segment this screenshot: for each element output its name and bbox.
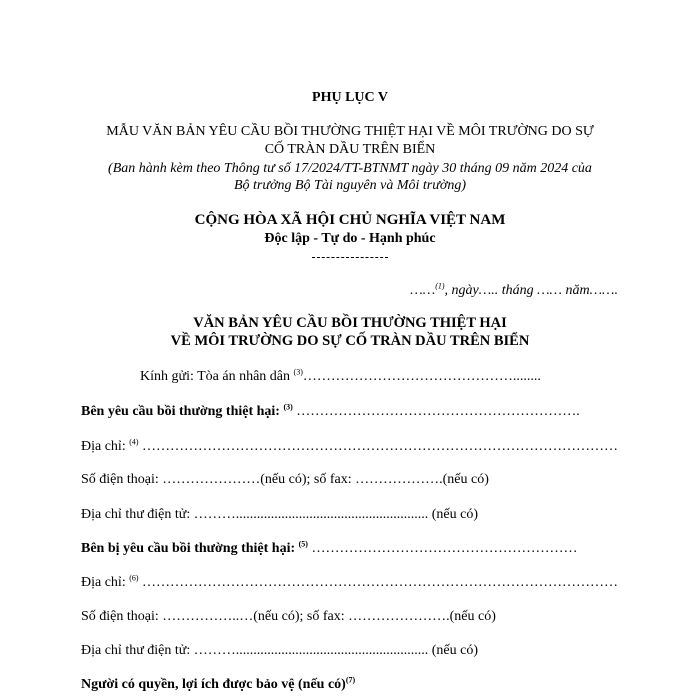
claimant-address-label: Địa chỉ: [81, 439, 130, 454]
date-line [410, 283, 618, 299]
date-rest: , ngày….. tháng …… năm……. [444, 283, 618, 298]
nation-heading: CỘNG HÒA XÃ HỘI CHỦ NGHĨA VIỆT NAM [194, 212, 506, 228]
respondent-fill: ………………………………………………… [307, 541, 578, 556]
claimant-phone-line: Số điện thoại: …………………(nếu có); số fax: ……………….(nếu có) [81, 472, 489, 487]
date-place: …… [410, 283, 436, 298]
claimant-email-line: Địa chỉ thư điện tử: ………....................................................... (nếu có) [81, 507, 479, 522]
respondent-address-fill: ………………………………………………………………………………………… [138, 575, 619, 590]
form-title-line2: CỐ TRÀN DẦU TRÊN BIỂN [264, 142, 436, 157]
respondent-address-note: (6) [129, 573, 139, 583]
issued-note-line1: (Ban hành kèm theo Thông tư số 17/2024/TT-BTNMT ngày 30 tháng 09 năm 2024 của [108, 161, 592, 176]
motto: Độc lập - Tự do - Hạnh phúc [264, 231, 436, 246]
date-note: (1) [435, 281, 445, 291]
claimant-note: (3) [283, 402, 293, 412]
interested-party-line [81, 677, 355, 693]
interested-party-note: (7) [345, 675, 356, 685]
claimant-address-note: (4) [129, 437, 139, 447]
recipient-fill: ………………………………………........ [302, 369, 541, 384]
claimant-fill: ……………………………………………………. [292, 404, 580, 419]
claimant-line [81, 404, 580, 420]
respondent-note: (5) [298, 539, 308, 549]
claimant-address-fill: ………………………………………………………………………………………… [138, 439, 619, 454]
recipient-line [140, 369, 541, 385]
interested-party-label: Người có quyền, lợi ích được bảo vệ (nếu có) [81, 677, 346, 692]
respondent-address-line [81, 575, 618, 591]
respondent-address-label: Địa chỉ: [81, 575, 130, 590]
respondent-label: Bên bị yêu cầu bồi thường thiệt hại: [81, 541, 296, 556]
respondent-line [81, 541, 577, 557]
appendix-heading: PHỤ LỤC V [312, 90, 388, 105]
recipient-label: Kính gửi: Tòa án nhân dân [140, 369, 294, 384]
respondent-email-line: Địa chỉ thư điện tử: ………....................................................... (nếu có) [81, 643, 479, 658]
issued-note-line2: Bộ trưởng Bộ Tài nguyên và Môi trường) [233, 178, 467, 193]
doc-title-line2: VỀ MÔI TRƯỜNG DO SỰ CỐ TRÀN DẦU TRÊN BIỂN [170, 333, 530, 349]
form-title-line1: MẪU VĂN BẢN YÊU CẦU BỒI THƯỜNG THIỆT HẠI VỀ MÔI TRƯỜNG DO SỰ [106, 124, 594, 139]
respondent-phone-line: Số điện thoại: ……………..…(nếu có); số fax: ………………….(nếu có) [81, 609, 496, 624]
recipient-note: (3) [293, 367, 303, 377]
doc-title-line1: VĂN BẢN YÊU CẦU BỒI THƯỜNG THIỆT HẠI [193, 315, 507, 331]
claimant-address-line [81, 439, 618, 455]
motto-underline [312, 257, 388, 258]
claimant-label: Bên yêu cầu bồi thường thiệt hại: [81, 404, 280, 419]
